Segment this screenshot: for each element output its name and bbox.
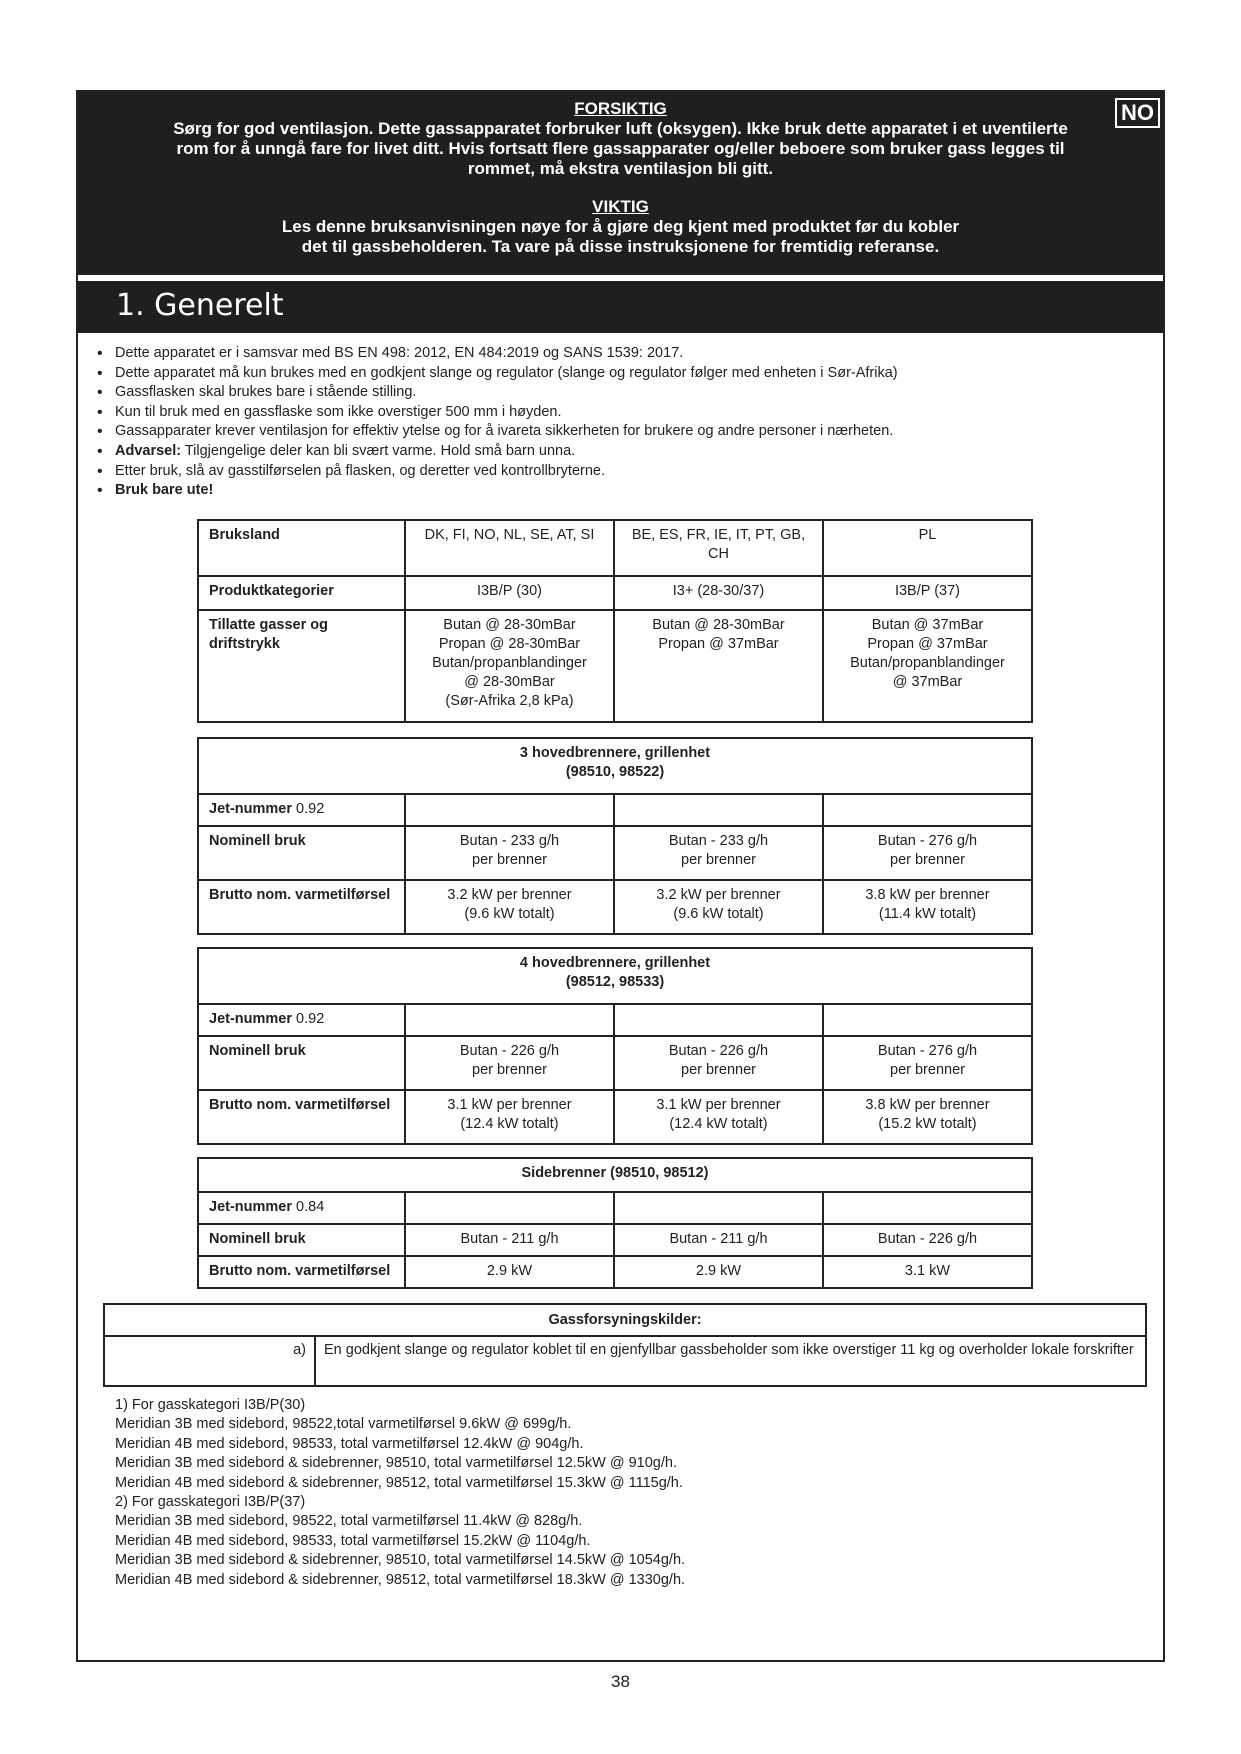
table-cell: 3.2 kW per brenner (9.6 kW totalt) [614, 880, 823, 934]
table-cell: 3.2 kW per brenner (9.6 kW totalt) [405, 880, 614, 934]
table-cell [614, 1004, 823, 1036]
caution-line: rommet, må ekstra ventilasjon bli gitt. [467, 159, 774, 178]
table-cell: Butan - 226 g/h per brenner [614, 1036, 823, 1090]
general-bullet-list [115, 344, 898, 501]
table-cell: 3.8 kW per brenner (11.4 kW totalt) [823, 880, 1032, 934]
table-header: 3 hovedbrennere, grillenhet (98510, 98522) [198, 738, 1032, 794]
table-cell: a) [104, 1336, 315, 1386]
page-number: 38 [611, 1672, 630, 1691]
table-cell: Butan @ 28-30mBar Propan @ 28-30mBar Butan/propanblandinger @ 28-30mBar (Sør-Afrika 2,8 kPa) [405, 610, 614, 722]
table-cell: Brutto nom. varmetilførsel [198, 880, 405, 934]
warning-box [78, 92, 1163, 275]
list-item: • Gassapparater krever ventilasjon for effektiv ytelse og for å ivareta sikkerheten for brukere og andre personer i nærheten. [115, 422, 898, 442]
table-cell: DK, FI, NO, NL, SE, AT, SI [405, 520, 614, 576]
table-cell: I3B/P (30) [405, 576, 614, 610]
important-line: Les denne bruksanvisningen nøye for å gjøre deg kjent med produktet før du kobler [281, 217, 960, 236]
note-line: 1) For gasskategori I3B/P(30) [115, 1397, 306, 1413]
table-cell: Butan - 211 g/h [405, 1224, 614, 1256]
table-cell: Jet-nummer 0.84 [198, 1192, 405, 1224]
table-cell [823, 794, 1032, 826]
table-cell [823, 1192, 1032, 1224]
table-header: Sidebrenner (98510, 98512) [198, 1158, 1032, 1192]
table-cell: Jet-nummer 0.92 [198, 794, 405, 826]
table-cell: Nominell bruk [198, 1036, 405, 1090]
table-cell: PL [823, 520, 1032, 576]
table-cell: Butan @ 28-30mBar Propan @ 37mBar [614, 610, 823, 722]
note-line: Meridian 4B med sidebord & sidebrenner, 98512, total varmetilførsel 18.3kW @ 1330g/h. [115, 1571, 686, 1588]
note-line: Meridian 3B med sidebord, 98522, total varmetilførsel 11.4kW @ 828g/h. [115, 1513, 583, 1530]
table-cell: Butan - 233 g/h per brenner [614, 826, 823, 880]
table-cell: Nominell bruk [198, 826, 405, 880]
table-cell: Butan @ 37mBar Propan @ 37mBar Butan/propanblandinger @ 37mBar [823, 610, 1032, 722]
section-header [78, 281, 1163, 333]
caution-line: Sørg for god ventilasjon. Dette gassapparatet forbruker luft (oksygen). Ikke bruk dette apparatet i et uventilerte [173, 119, 1068, 138]
country-table [197, 519, 1033, 723]
gas-sources-table [103, 1303, 1147, 1387]
note-line: Meridian 3B med sidebord & sidebrenner, 98510, total varmetilførsel 12.5kW @ 910g/h. [115, 1455, 677, 1472]
table-cell [405, 1004, 614, 1036]
note-line: Meridian 3B med sidebord & sidebrenner, 98510, total varmetilførsel 14.5kW @ 1054g/h. [115, 1552, 686, 1569]
table-cell [823, 1004, 1032, 1036]
table-cell: Butan - 211 g/h [614, 1224, 823, 1256]
table-cell: 3.1 kW per brenner (12.4 kW totalt) [405, 1090, 614, 1144]
note-line: Meridian 4B med sidebord, 98533, total varmetilførsel 12.4kW @ 904g/h. [115, 1435, 584, 1452]
table-cell: Jet-nummer 0.92 [198, 1004, 405, 1036]
table-cell: I3+ (28-30/37) [614, 576, 823, 610]
table-cell: Produktkategorier [198, 576, 405, 610]
table-cell: Butan - 226 g/h [823, 1224, 1032, 1256]
list-item [115, 481, 898, 501]
list-item: • Dette apparatet må kun brukes med en godkjent slange og regulator (slange og regulator følger med enheten i Sør-Afrika) [115, 364, 898, 384]
table-cell: 3.8 kW per brenner (15.2 kW totalt) [823, 1090, 1032, 1144]
list-item: • Advarsel: Tilgjengelige deler kan bli svært varme. Hold små barn unna. [115, 442, 898, 462]
table-cell [614, 1192, 823, 1224]
list-item: • Etter bruk, slå av gasstilførselen på flasken, og deretter ved kontrollbryterne. [115, 462, 898, 482]
table-cell [405, 794, 614, 826]
table-cell: 3.1 kW [823, 1256, 1032, 1288]
list-item: • Dette apparatet er i samsvar med BS EN 498: 2012, EN 484:2019 og SANS 1539: 2017. [115, 344, 898, 364]
table-cell: Butan - 276 g/h per brenner [823, 826, 1032, 880]
burner-table-3 [197, 737, 1033, 935]
table-cell: 2.9 kW [405, 1256, 614, 1288]
language-badge: NO [1115, 98, 1160, 128]
note-line: Meridian 4B med sidebord, 98533, total varmetilførsel 15.2kW @ 1104g/h. [115, 1532, 591, 1549]
table-cell [405, 1192, 614, 1224]
caution-heading: FORSIKTIG [574, 99, 667, 118]
notes [115, 1396, 685, 1590]
table-cell: Brutto nom. varmetilførsel [198, 1256, 405, 1288]
table-cell: Butan - 226 g/h per brenner [405, 1036, 614, 1090]
table-cell: 3.1 kW per brenner (12.4 kW totalt) [614, 1090, 823, 1144]
table-cell: BE, ES, FR, IE, IT, PT, GB, CH [614, 520, 823, 576]
important-line: det til gassbeholderen. Ta vare på disse instruksjonene for fremtidig referanse. [301, 237, 940, 256]
table-cell: Tillatte gasser og driftstrykk [198, 610, 405, 722]
caution-line: rom for å unngå fare for livet ditt. Hvis fortsatt flere gassapparater og/eller beboere som bruker gass legges til [176, 139, 1065, 158]
table-cell: I3B/P (37) [823, 576, 1032, 610]
table-cell [614, 794, 823, 826]
section-title: 1. Generelt [116, 288, 284, 323]
burner-table-4 [197, 947, 1033, 1145]
warning-label: Advarsel: [115, 442, 182, 459]
table-header: Gassforsyningskilder: [104, 1304, 1146, 1336]
table-cell: 2.9 kW [614, 1256, 823, 1288]
table-cell: Bruksland [198, 520, 405, 576]
outdoor-use-label: Bruk bare ute! [115, 482, 214, 499]
note-line: Meridian 4B med sidebord & sidebrenner, 98512, total varmetilførsel 15.3kW @ 1115g/h. [115, 1474, 683, 1491]
table-cell: Brutto nom. varmetilførsel [198, 1090, 405, 1144]
table-cell: Nominell bruk [198, 1224, 405, 1256]
list-item: • Gassflasken skal brukes bare i stående stilling. [115, 383, 898, 403]
table-cell: En godkjent slange og regulator koblet til en gjenfyllbar gassbeholder som ikke overstiger 11 kg og overholder lokale forskrifter [315, 1336, 1146, 1386]
table-cell: Butan - 276 g/h per brenner [823, 1036, 1032, 1090]
note-line: 2) For gasskategori I3B/P(37) [115, 1494, 306, 1511]
side-burner-table [197, 1157, 1033, 1289]
table-cell: Butan - 233 g/h per brenner [405, 826, 614, 880]
note-line: Meridian 3B med sidebord, 98522,total varmetilførsel 9.6kW @ 699g/h. [115, 1416, 572, 1433]
table-header: 4 hovedbrennere, grillenhet (98512, 98533) [198, 948, 1032, 1004]
important-heading: VIKTIG [592, 197, 649, 216]
list-item: • Kun til bruk med en gassflaske som ikke overstiger 500 mm i høyden. [115, 403, 898, 423]
